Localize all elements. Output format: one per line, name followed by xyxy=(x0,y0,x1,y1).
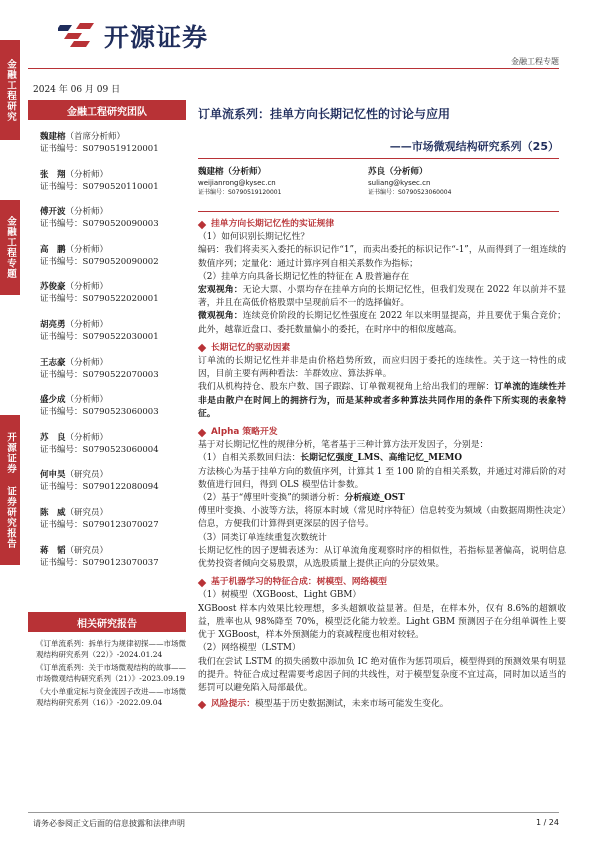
author-email[interactable]: suliang@kysec.cn xyxy=(368,179,431,187)
diamond-bullet-icon xyxy=(198,700,206,708)
analyst-item: 蒋 韬（研究员） 证书编号：S0790123070037 xyxy=(40,545,159,568)
analyst-item: 盛少成（分析师） 证书编号：S0790523060003 xyxy=(40,395,159,418)
side-tab-report: 开源证券 证券研究报告 xyxy=(0,415,20,565)
title-divider xyxy=(198,158,559,159)
analyst-item: 苏 良（分析师） 证书编号：S0790523060004 xyxy=(40,432,159,455)
footer-divider xyxy=(28,812,559,813)
diamond-bullet-icon xyxy=(198,579,206,587)
related-report-link[interactable]: 《大小单重定标与资金流因子改进——市场微观结构研究系列（16）》-2022.09.04 xyxy=(36,687,186,707)
side-tab-special: 金融工程专题 xyxy=(0,200,20,295)
author-item: 苏良（分析师） suliang@kysec.cn 证书编号：S0790523060004 xyxy=(368,166,538,197)
analyst-list xyxy=(40,132,190,583)
section-heading: 长期记忆的驱动因素 xyxy=(198,342,566,355)
team-title: 金融工程研究团队 xyxy=(28,100,186,120)
brand-name: 开源证券 xyxy=(104,23,209,52)
page-number: 1 / 24 xyxy=(535,818,559,827)
related-report-link[interactable]: 《订单流系列：关于市场微观结构的故事——市场微观结构研究系列（21）》-2023.09.19 xyxy=(36,663,186,683)
analyst-item: 魏建榕（首席分析师） 证书编号：S0790519120001 xyxy=(40,132,159,154)
footer-disclaimer: 请务必参阅正文后面的信息披露和法律声明 xyxy=(33,819,185,828)
logo-mark-icon xyxy=(58,19,98,53)
author-email[interactable]: weijianrong@kysec.cn xyxy=(198,179,276,187)
report-type: 金融工程专题 xyxy=(511,57,559,66)
section-heading: 挂单方向长期记忆性的实证规律 xyxy=(198,218,566,231)
diamond-bullet-icon xyxy=(198,428,206,436)
related-report-link[interactable]: 《订单流系列：拆单行为规律初探——市场微观结构研究系列（22）》-2024.01.24 xyxy=(36,639,186,659)
analyst-item: 胡亮勇（分析师） 证书编号：S0790522030001 xyxy=(40,319,159,342)
diamond-bullet-icon xyxy=(198,220,206,228)
side-tab-research: 金融工程研究 xyxy=(0,40,20,140)
section-heading: Alpha 策略开发 xyxy=(198,426,566,439)
analyst-item: 苏俊豪（分析师） 证书编号：S0790522020001 xyxy=(40,282,159,305)
analyst-item: 陈 威（研究员） 证书编号：S0790123070027 xyxy=(40,507,159,530)
author-divider xyxy=(198,211,559,212)
page-subtitle: ——市场微观结构研究系列（25） xyxy=(389,140,559,153)
author-block xyxy=(198,166,566,197)
diamond-bullet-icon xyxy=(198,344,206,352)
analyst-item: 高 鹏（分析师） 证书编号：S0790520090002 xyxy=(40,244,159,267)
report-date: 2024 年 06 月 09 日 xyxy=(33,85,121,95)
analyst-item: 张 翔（分析师） 证书编号：S0790520110001 xyxy=(40,169,159,192)
section-heading: 基于机器学习的特征合成：树模型、网络模型 xyxy=(198,576,566,589)
page-title: 订单流系列：挂单方向长期记忆性的讨论与应用 xyxy=(198,107,451,121)
related-reports-title: 相关研究报告 xyxy=(28,612,186,632)
related-reports-list xyxy=(36,638,188,710)
risk-notice: 风险提示： 模型基于历史数据测试，未来市场可能发生变化。 xyxy=(198,698,566,711)
header-divider xyxy=(28,68,559,69)
author-item: 魏建榕（分析师） weijianrong@kysec.cn 证书编号：S0790519120001 xyxy=(198,166,368,197)
report-body: 挂单方向长期记忆性的实证规律 （1）如何识别长期记忆性？ 编码：我们将卖买入委托的标识记作“1”，而卖出委托的标识记作“-1”，从而得到了一组连续的数值序列；定量化：通过计算序列自相关系数作为指标； （2）挂单方向具备长期记忆性的特征在 A 股普遍存在 宏观视角：无论大票、小票均存在挂单方向的长期记忆性，但我们发现在 2022 年以前并不显著，并且在高低价格股票中呈现前后不一的选择偏好。 微观视角：连续竞价阶段的长期记忆性强度在 2022 年以来明显提高，并且要优于集合竞价；此外，越靠近盘口、委托数量偏小的委托，在时序中的相似度越高。 长期记忆的驱动因素 订单流的长期记忆性并非是由价格趋势所致，而应归因于委托的连续性。关于这一特性的成因，目前主要有两种看法：羊群效应、算法拆单。 我们从机构持仓、股东户数、国子跟踪、订单微观视角上给出我们的理解：订单流的连续性并非是由散户在时间上的拥挤行为，而是某种或者多种算法共同作用的条件下所实现的表象特征。 Alpha 策略开发 基于对长期记忆性的规律分析，笔者基于三种计算方法开发因子，分别是： （1）自相关系数回归法：长期记忆强度_LMS、高维记忆_MEMO 方法核心为基于挂单方向的数值序列，计算其 1 至 100 阶的自相关系数，并通过对滞后阶的对数值进行回归，得到 OLS 模型估计参数。 （2）基于“傅里叶变换”的频谱分析：分析痕迹_OST 傅里叶变换、小波等方法，将原本时域（常见时序特征）信息转变为频域（由数据周期性决定）信息，方便我们计算得到更深层的因子信号。 （3）同类订单连续重复次数统计 长期记忆性的因子逻辑表述为：从订单流角度观察时序的相似性，若指标显著偏高，说明信息优势投资者倾向交易股票，从选股质量上提供正向的分层效果。 基于机器学习的特征合成：树模型、网络模型 （1）树模型（XGBoost、Light GBM） XGBoost 样本内效果比较理想，多头超额收益显著。但是，在样本外，仅有 8.6%的超额收益，胜率也从 98%降至 70%，模型泛化能力较差。Light GBM 预测因子在分组单调性上要优于 XGBoost，样本外预测能力的衰减程度也相对较轻。 （2）网络模型（LSTM） 我们在尝试 LSTM 的损失函数中添加负 IC 绝对值作为惩罚项后，模型得到的预测效果有明显的提升。特征合成过程需要考虑因子间的共线性，对于模型复杂度不宜过高，同时加以适当的惩罚可以避免陷入局部最优。 风险提示： 模型基于历史数据测试，未来市场可能发生变化。 xyxy=(198,216,566,711)
analyst-item: 傅开波（分析师） 证书编号：S0790520090003 xyxy=(40,207,159,230)
analyst-item: 王志豪（分析师） 证书编号：S0790522070003 xyxy=(40,357,159,380)
brand-logo xyxy=(58,18,208,54)
analyst-item: 何申昊（研究员） 证书编号：S0790122080094 xyxy=(40,470,159,493)
